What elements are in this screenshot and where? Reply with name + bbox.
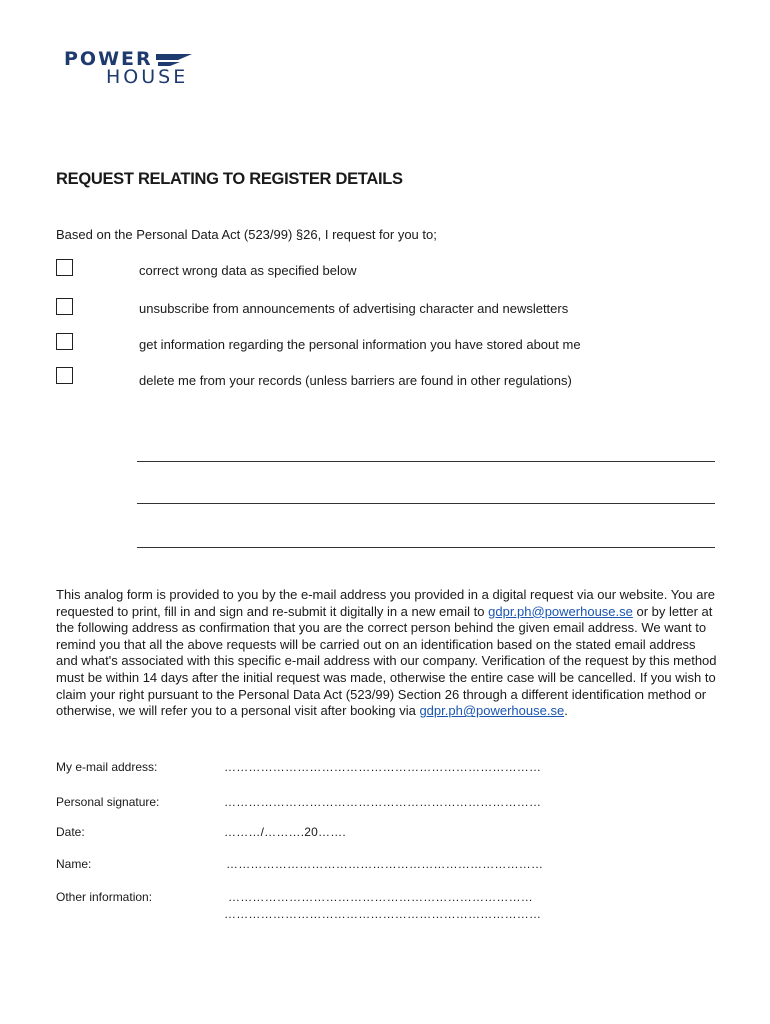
other-info-field-label: Other information: — [56, 890, 153, 904]
checkbox-unsubscribe[interactable] — [56, 298, 73, 315]
email-link-1[interactable]: gdpr.ph@powerhouse.se — [488, 603, 633, 619]
blank-line-1[interactable] — [137, 461, 715, 462]
logo-text-power: POWER — [64, 48, 153, 70]
name-field-label: Name: — [56, 857, 92, 871]
form-title: REQUEST RELATING TO REGISTER DETAILS — [56, 170, 403, 188]
paragraph-part-3: . — [564, 703, 568, 719]
name-field[interactable]: …………………………………………………………………… — [226, 857, 544, 871]
paragraph-part-2: or by letter at the following address as confirmation that you are the correct person behind the given email address. We want to remind you that all the above requests will be carried out on an identification based on the stated email address and what's associated with this specific e-mail address with our company. Verification of the request by this method must be within 14 days after the initial request was made, otherwise the entire case will be cancelled. If you wish to claim your right pursuant to the Personal Data Act (523/99) Section 26 through a different identification method or otherwise, we will refer you to a personal visit after booking via — [56, 603, 717, 719]
email-field[interactable]: …………………………………………………………………… — [224, 760, 542, 774]
logo-text-house: HOUSE — [106, 66, 189, 88]
option-label-delete: delete me from your records (unless barriers are found in other regulations) — [139, 373, 572, 388]
other-info-field-line-2[interactable]: …………………………………………………………………… — [224, 907, 542, 921]
email-field-label: My e-mail address: — [56, 760, 158, 774]
option-label-correct: correct wrong data as specified below — [139, 263, 357, 278]
option-label-unsubscribe: unsubscribe from announcements of advertising character and newsletters — [139, 301, 569, 316]
option-label-information: get information regarding the personal information you have stored about me — [139, 337, 581, 352]
date-field[interactable]: ………/……….20……. — [224, 825, 346, 839]
powerhouse-logo — [64, 48, 204, 90]
signature-field[interactable]: …………………………………………………………………… — [224, 795, 542, 809]
checkbox-delete-me[interactable] — [56, 367, 73, 384]
instructions-paragraph — [56, 587, 718, 720]
paragraph-part-1: This analog form is provided to you by the e-mail address you provided in a digital request via our website. You are requested to print, fill in and sign and re-submit it digitally in a new email to — [56, 587, 716, 619]
checkbox-correct-data[interactable] — [56, 259, 73, 276]
other-info-field-line-1[interactable]: ………………………………………………………………… — [228, 890, 533, 904]
checkbox-get-information[interactable] — [56, 333, 73, 350]
date-field-label: Date: — [56, 825, 85, 839]
signature-field-label: Personal signature: — [56, 795, 160, 809]
blank-line-3[interactable] — [137, 547, 715, 548]
intro-text: Based on the Personal Data Act (523/99) §26, I request for you to; — [56, 227, 437, 242]
email-link-2[interactable]: gdpr.ph@powerhouse.se — [419, 703, 565, 719]
blank-line-2[interactable] — [137, 503, 715, 504]
